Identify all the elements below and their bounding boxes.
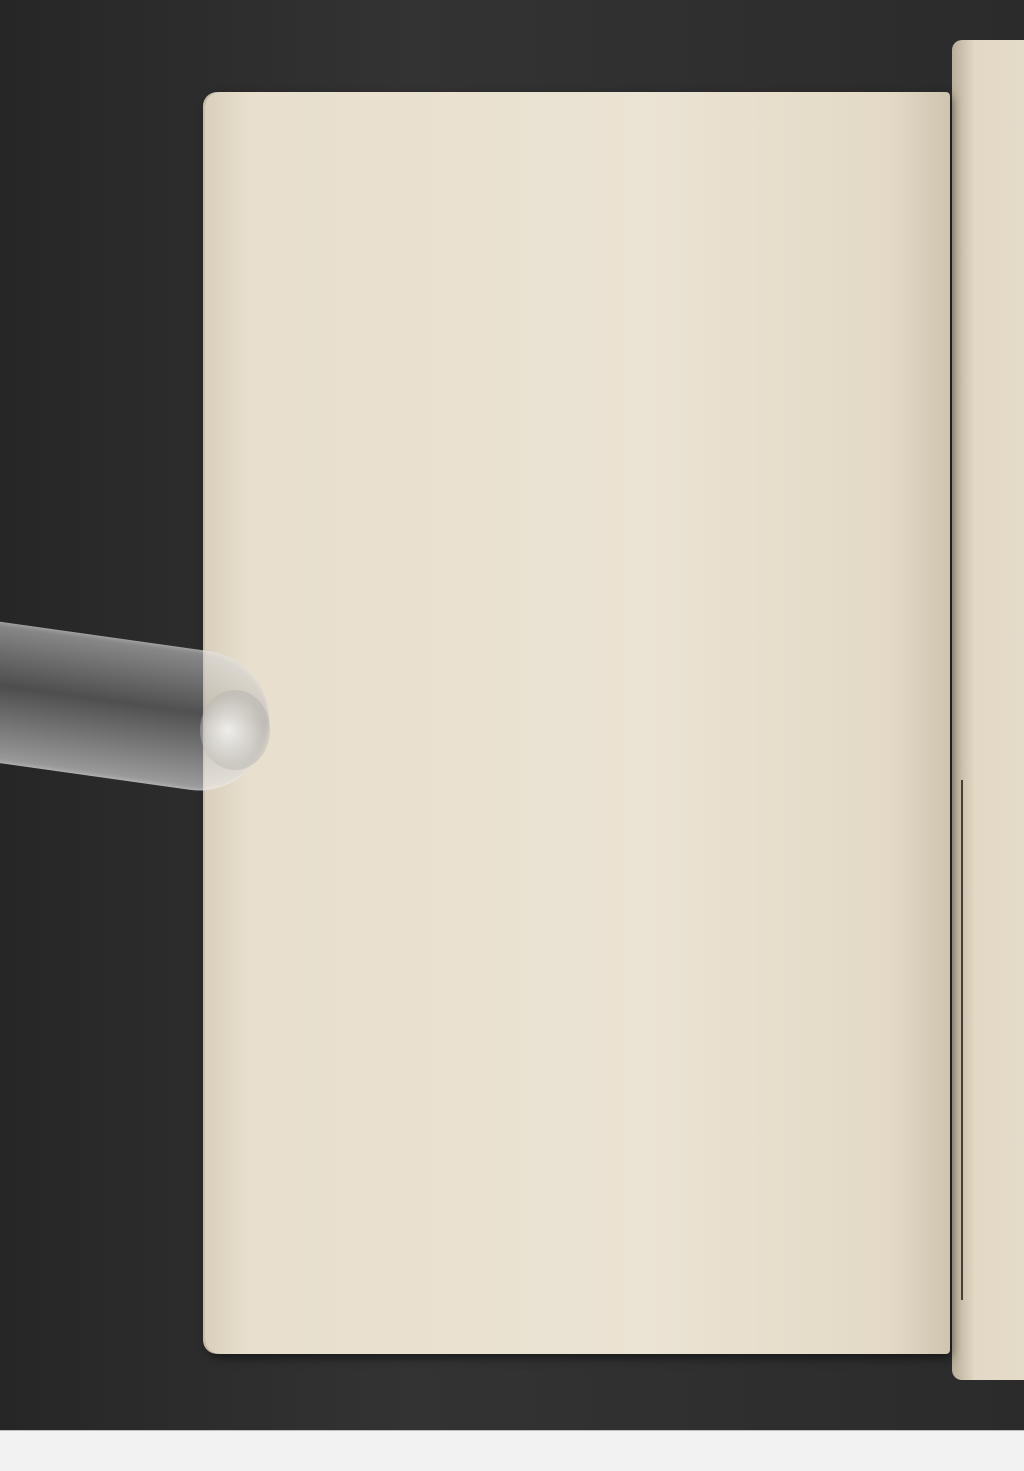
viewer-footer bbox=[0, 1430, 1024, 1471]
running-head bbox=[343, 170, 813, 210]
book-page bbox=[205, 92, 950, 1354]
facing-page bbox=[952, 40, 1024, 1380]
glass-clamp-tip bbox=[200, 690, 270, 770]
facing-margin-rule bbox=[961, 780, 963, 1300]
hab-logo-icon[interactable] bbox=[6, 1437, 46, 1465]
